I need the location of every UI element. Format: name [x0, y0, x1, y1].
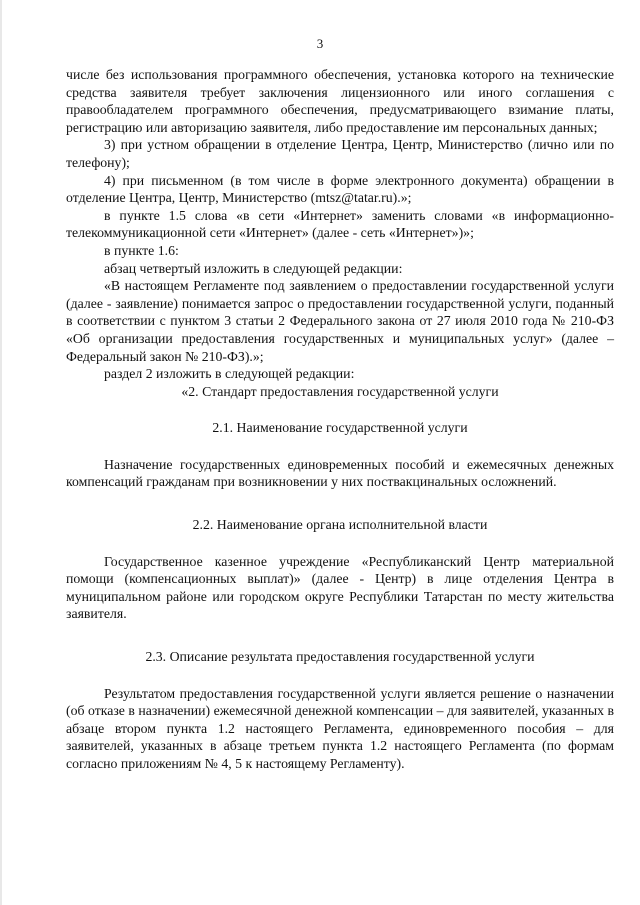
paragraph-quote: «В настоящем Регламенте под заявлением о предоставлении государственной услуги (далее - заявление) понимается запрос о предоставлении государственной услуги, поданный в соответствии с пунктом 3 статьи 2 Федерального закона от 27 июля 2010 года № 210-ФЗ «Об организации предоставления государственных и муниципальных услуг» (далее – Федеральный закон № 210-ФЗ).»; [66, 278, 614, 364]
spacer [66, 666, 614, 685]
paragraph-2-3-body: Результатом предоставления государственной услуги является решение о назначении (об отказе в назначении) ежемесячной денежной компенсации – для заявителей, указанных в абзаце втором пункта 1.2 настоящего Регламента, единовременного пособия – для заявителей, указанных в абзаце третьем пункта 1.2 настоящего Регламента (по формам согласно приложениям № 4, 5 к настоящему Регламенту). [66, 685, 614, 771]
spacer [66, 400, 614, 419]
heading-2-3: 2.3. Описание результата предоставления государственной услуги [145, 649, 535, 665]
paragraph-point-1-5: в пункте 1.5 слова «в сети «Интернет» заменить словами «в информационно-телекоммуникационной сети «Интернет» (далее - сеть «Интернет»)»; [66, 207, 614, 241]
paragraph-item-3: 3) при устном обращении в отделение Центра, Центр, Министерство (лично или по телефону); [66, 137, 614, 170]
paragraph-item-4: 4) при письменном (в том числе в форме электронного документа) обращении в отделение Центра, Центр, Министерство (mtsz@tatar.ru).»; [66, 172, 614, 206]
heading-2-1: 2.1. Наименование государственной услуги [212, 420, 468, 436]
paragraph-2-1-body: Назначение государственных единовременных пособий и ежемесячных денежных компенсаций гражданам при возникновении у них поствакцинальных осложнений. [66, 456, 614, 490]
section-2-title: «2. Стандарт предоставления государственной услуги [181, 383, 499, 399]
paragraph-abzac-4: абзац четвертый изложить в следующей редакции: [104, 260, 403, 276]
spacer [66, 491, 614, 516]
paragraph-section-2-intro: раздел 2 изложить в следующей редакции: [104, 366, 355, 382]
paragraph-continuation: числе без использования программного обеспечения, установка которого на технические средства заявителя требует заключения лицензионного или иного соглашения с правообладателем программного обеспечения, предусматривающего взимание платы, регистрацию или авторизацию заявителя, либо предоставление им персональных данных; [66, 67, 614, 135]
paragraph-point-1-6: в пункте 1.6: [104, 242, 179, 258]
paragraph-2-2-body: Государственное казенное учреждение «Республиканский Центр материальной помощи (компенсационных выплат)» (далее - Центр) в лице отделения Центра в муниципальном районе или городском округе Республики Татарстан по месту жительства заявителя. [66, 553, 614, 622]
spacer [66, 534, 614, 553]
scan-edge [0, 0, 2, 905]
heading-2-2: 2.2. Наименование органа исполнительной власти [192, 517, 488, 533]
page-number: 3 [316, 36, 324, 51]
spacer [66, 437, 614, 456]
document-body [66, 66, 614, 773]
spacer [66, 623, 614, 648]
